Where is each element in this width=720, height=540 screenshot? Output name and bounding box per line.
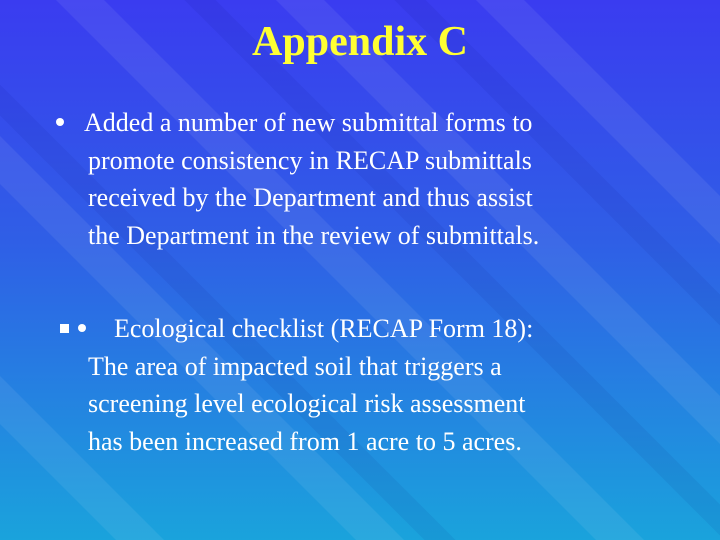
bullet-line: promote consistency in RECAP submittals [88,145,532,175]
bullet-text: Ecological checklist (RECAP Form 18): [114,314,534,343]
dot-bullet-icon [56,118,64,126]
dot-bullet-icon [78,324,86,332]
square-bullet-icon [60,324,69,333]
bullet-line: received by the Department and thus assist [88,183,533,212]
bullet-line: The area of impacted soil that triggers a [88,351,502,381]
bullet-text: Added a number of new submittal forms to [84,108,533,137]
bullet-item-ecological-checklist [60,310,660,460]
bullet-line [60,310,660,348]
bullet-line: has been increased from 1 acre to 5 acres. [88,426,522,456]
bullet-line: the Department in the review of submittals. [88,220,540,250]
bullet-line [56,104,656,142]
bullet-line: screening level ecological risk assessment [88,389,526,418]
slide-title: Appendix C [252,19,468,65]
bullet-item-submittal-forms [56,104,656,254]
